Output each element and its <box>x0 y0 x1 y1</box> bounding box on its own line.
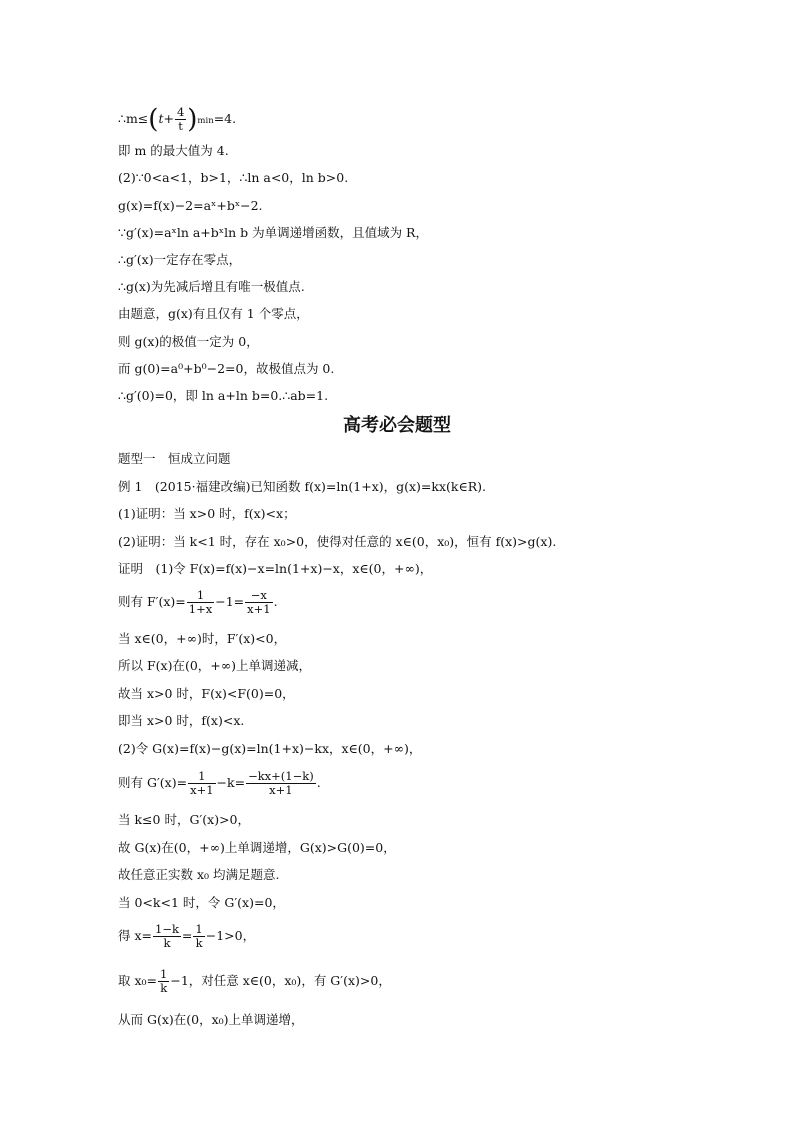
derivative-g-line <box>118 770 321 797</box>
deriv-lhs: 则有 G′(x)= <box>118 775 188 790</box>
text-line: (2)∵0<a<1，b>1，∴ln a<0，ln b>0. <box>118 170 349 185</box>
section-heading: 高考必会题型 <box>343 415 451 436</box>
text-line: ∴g(x)为先减后增且有唯一极值点. <box>118 279 305 294</box>
question-part-2: (2)证明：当 k<1 时，存在 x₀>0，使得对任意的 x∈(0，x₀)，恒有 f(x)>g(x). <box>118 534 557 549</box>
text-line: g(x)=f(x)−2=aˣ+bˣ−2. <box>118 198 263 213</box>
deriv-mid: −1= <box>215 594 245 609</box>
derivative-f-line <box>118 589 278 616</box>
fraction-2 <box>246 770 316 797</box>
text-therefore-m: ∴m≤ <box>118 111 149 126</box>
text-line: (2)令 G(x)=f(x)−g(x)=ln(1+x)−kx，x∈(0，+∞)， <box>118 741 422 756</box>
solve-end: −1>0， <box>205 928 256 943</box>
text-line: ∴g′(x)一定存在零点， <box>118 252 242 267</box>
text-line: 故当 x>0 时，F(x)<F(0)=0， <box>118 686 295 701</box>
fraction-numerator: 1 <box>187 589 214 603</box>
fraction-denominator: 1+x <box>188 602 213 616</box>
min-subscript: min <box>197 116 214 126</box>
text-line: 当 k≤0 时，G′(x)>0， <box>118 812 251 827</box>
fraction-numerator: −x <box>245 589 272 603</box>
fraction-denominator: k <box>163 936 171 950</box>
deriv-lhs: 则有 F′(x)= <box>118 594 186 609</box>
question-type-title: 题型一 恒成立问题 <box>118 451 231 466</box>
fraction-2 <box>245 589 272 616</box>
text-line: 即当 x>0 时，f(x)<x. <box>118 713 245 728</box>
text-line: 所以 F(x)在(0，+∞)上单调递减， <box>118 658 312 673</box>
fraction-denominator: x+1 <box>190 783 214 797</box>
fraction-1-over-k <box>158 968 169 995</box>
deriv-end: . <box>273 594 278 609</box>
left-paren: ( <box>148 104 159 135</box>
text-line: ∵g′(x)=aˣln a+bˣln b 为单调递增函数，且值域为 R， <box>118 225 428 240</box>
text-line: 当 0<k<1 时，令 G′(x)=0， <box>118 895 285 910</box>
fraction-denominator: k <box>160 981 168 995</box>
proof-start: 证明 (1)令 F(x)=f(x)−x=ln(1+x)−x，x∈(0，+∞)， <box>118 561 433 576</box>
text-line: 即 m 的最大值为 4. <box>118 143 229 158</box>
fraction-1 <box>187 589 214 616</box>
fraction-numerator: −kx+(1−k) <box>248 769 314 783</box>
solve-x-line <box>118 923 255 950</box>
formula-t: t+ <box>158 111 174 126</box>
fraction-denominator: k <box>195 936 203 950</box>
min-formula-line <box>118 106 236 133</box>
text-line: 则 g(x)的极值一定为 0， <box>118 334 259 349</box>
deriv-mid: −k= <box>216 775 246 790</box>
text-line: 由题意，g(x)有且仅有 1 个零点， <box>118 306 309 321</box>
question-part-1: (1)证明：当 x>0 时，f(x)<x； <box>118 506 296 521</box>
fraction-1 <box>153 923 181 950</box>
formula-rhs: =4. <box>213 111 237 126</box>
fraction-denominator: x+1 <box>269 783 293 797</box>
text-line: 从而 G(x)在(0，x₀)上单调递增， <box>118 1012 304 1027</box>
example-statement: 例 1 (2015·福建改编)已知函数 f(x)=ln(1+x)，g(x)=kx(k∈R). <box>118 479 486 494</box>
fraction-1 <box>188 770 215 797</box>
fraction-denominator: x+1 <box>247 602 271 616</box>
fraction-numerator: 1 <box>160 967 168 981</box>
text-line: 当 x∈(0，+∞)时，F′(x)<0， <box>118 631 287 646</box>
take-end: −1，对任意 x∈(0，x₀)，有 G′(x)>0， <box>170 973 391 988</box>
take-lhs: 取 x₀= <box>118 973 158 988</box>
text-line: 故 G(x)在(0，+∞)上单调递增，G(x)>G(0)=0， <box>118 840 396 855</box>
fraction-numerator: 1 <box>188 770 215 784</box>
fraction-2 <box>193 923 204 950</box>
fraction-numerator: 4 <box>176 105 185 119</box>
right-paren: ) <box>187 104 198 135</box>
deriv-end: . <box>316 775 321 790</box>
solve-lhs: 得 x= <box>118 928 152 943</box>
text-line: ∴g′(0)=0，即 ln a+ln b=0.∴ab=1. <box>118 388 329 403</box>
fraction-4-over-t <box>175 106 186 133</box>
text-line: 而 g(0)=a⁰+b⁰−2=0，故极值点为 0. <box>118 361 335 376</box>
text-line: 故任意正实数 x₀ 均满足题意. <box>118 867 280 882</box>
fraction-numerator: 1 <box>195 922 203 936</box>
take-x0-line <box>118 968 391 995</box>
fraction-numerator: 1−k <box>155 922 179 936</box>
solve-mid: = <box>181 928 193 943</box>
fraction-denominator: t <box>178 119 183 133</box>
